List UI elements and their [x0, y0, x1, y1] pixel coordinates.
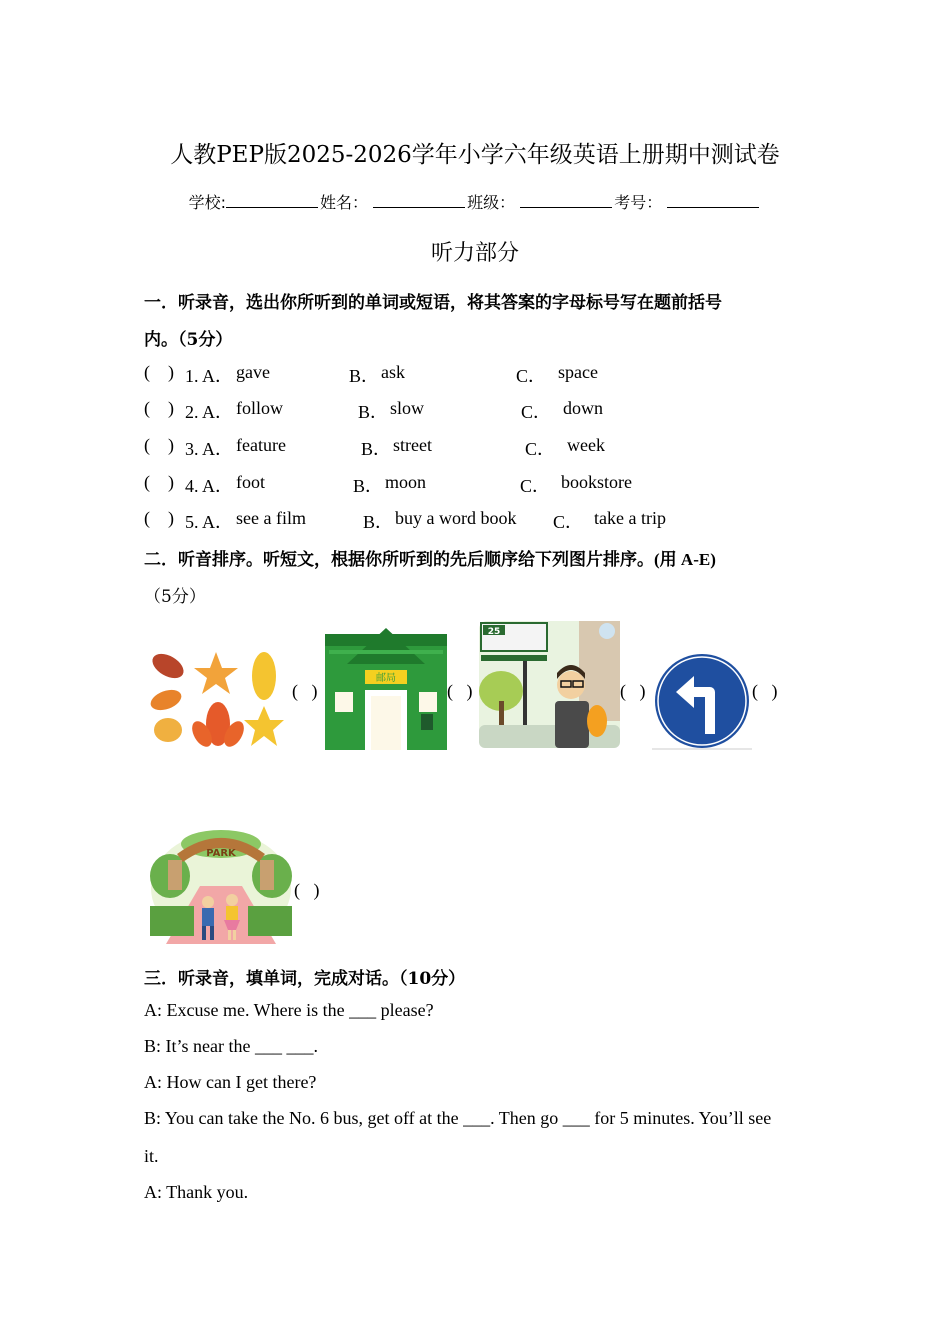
- option-a: follow: [236, 398, 283, 418]
- order-paren[interactable]: ( ): [292, 681, 318, 701]
- turn-left-sign-picture: [652, 652, 752, 750]
- park-sign: PARK: [206, 848, 236, 859]
- leaf-icon: [148, 686, 184, 714]
- answer-paren[interactable]: ( ): [144, 435, 174, 455]
- answer-paren[interactable]: ( ): [144, 472, 174, 492]
- post-office-sign: 邮局: [376, 673, 396, 684]
- answer-paren[interactable]: ( ): [144, 362, 174, 382]
- option-a: see a film: [236, 508, 306, 528]
- order-paren[interactable]: ( ): [447, 681, 473, 701]
- option-c: week: [567, 435, 605, 455]
- option-b: slow: [390, 398, 425, 418]
- option-b-label: B．: [358, 402, 389, 422]
- student-info-line: [0, 190, 950, 213]
- question-number: 5. A．: [185, 512, 234, 532]
- order-paren[interactable]: ( ): [752, 681, 778, 701]
- name-blank[interactable]: [373, 193, 465, 208]
- option-c-label: C．: [516, 366, 547, 386]
- question-number: 2. A．: [185, 402, 234, 422]
- bus-stop-picture: [479, 621, 620, 748]
- option-b: moon: [385, 472, 427, 492]
- option-c-label: C．: [525, 439, 556, 459]
- option-a: foot: [236, 472, 265, 492]
- leaf-icon: [194, 652, 238, 694]
- option-b-label: B．: [363, 512, 394, 532]
- exam-no-blank[interactable]: [667, 193, 759, 208]
- option-c-label: C．: [521, 402, 552, 422]
- name-label: 姓名：: [320, 193, 369, 212]
- question-number: 3. A．: [185, 439, 234, 459]
- part2-heading-line2: （5分）: [144, 587, 206, 607]
- leaf-icon: [148, 649, 187, 683]
- part1-heading-line2: 内。（5分）: [144, 330, 233, 350]
- leaf-icon: [154, 718, 182, 742]
- post-office-picture: [325, 626, 447, 750]
- part1-heading-line1: 一．听录音，选出你所听到的单词或短语，将其答案的字母标号写在题前括号: [144, 293, 722, 313]
- part3-heading: 三．听录音，填单词，完成对话。（10分）: [144, 969, 466, 989]
- option-b: ask: [381, 362, 405, 382]
- order-paren[interactable]: ( ): [620, 681, 646, 701]
- leaf-icon: [244, 706, 284, 746]
- answer-paren[interactable]: ( ): [144, 398, 174, 418]
- option-c: bookstore: [561, 472, 632, 492]
- option-a: feature: [236, 435, 286, 455]
- class-label: 班级：: [467, 193, 516, 212]
- school-label: 学校:: [188, 193, 227, 212]
- autumn-leaves-picture: [146, 648, 288, 752]
- option-b-label: B．: [353, 476, 384, 496]
- option-c: take a trip: [594, 508, 666, 528]
- dialogue-line: B: It’s near the ___ ___.: [144, 1036, 318, 1056]
- dialogue-line: A: How can I get there?: [144, 1072, 317, 1092]
- part2-heading-cn: 二．听音排序。听短文，根据你所听到的先后顺序给下列图片排序。: [144, 550, 654, 570]
- school-blank[interactable]: [226, 193, 318, 208]
- option-c: space: [558, 362, 598, 382]
- part2-heading-line1: [144, 545, 716, 570]
- option-c: down: [563, 398, 603, 418]
- option-c-label: C．: [553, 512, 584, 532]
- dialogue-line: A: Excuse me. Where is the ___ please?: [144, 1000, 434, 1020]
- leaf-icon: [252, 652, 276, 700]
- park-picture: [150, 826, 292, 944]
- option-c-label: C．: [520, 476, 551, 496]
- dialogue-line: A: Thank you.: [144, 1182, 249, 1202]
- dialogue-line: it.: [144, 1146, 159, 1166]
- option-b: street: [393, 435, 432, 455]
- class-blank[interactable]: [520, 193, 612, 208]
- option-b-label: B．: [349, 366, 380, 386]
- document-title: 人教PEP版2025-2026学年小学六年级英语上册期中测试卷: [170, 142, 780, 168]
- dialogue-line: B: You can take the No. 6 bus, get off at the ___. Then go ___ for 5 minutes. You’ll see: [144, 1108, 772, 1128]
- section-title: 听力部分: [430, 241, 519, 266]
- option-a: gave: [236, 362, 270, 382]
- option-b: buy a word book: [395, 508, 517, 528]
- answer-paren[interactable]: ( ): [144, 508, 174, 528]
- part2-heading-en: (用 A-E): [654, 550, 716, 569]
- bus-number: 25: [487, 627, 501, 637]
- order-paren[interactable]: ( ): [294, 880, 320, 900]
- question-number: 4. A．: [185, 476, 234, 496]
- exam-no-label: 考号：: [614, 193, 663, 212]
- question-number: 1. A．: [185, 366, 234, 386]
- option-b-label: B．: [361, 439, 392, 459]
